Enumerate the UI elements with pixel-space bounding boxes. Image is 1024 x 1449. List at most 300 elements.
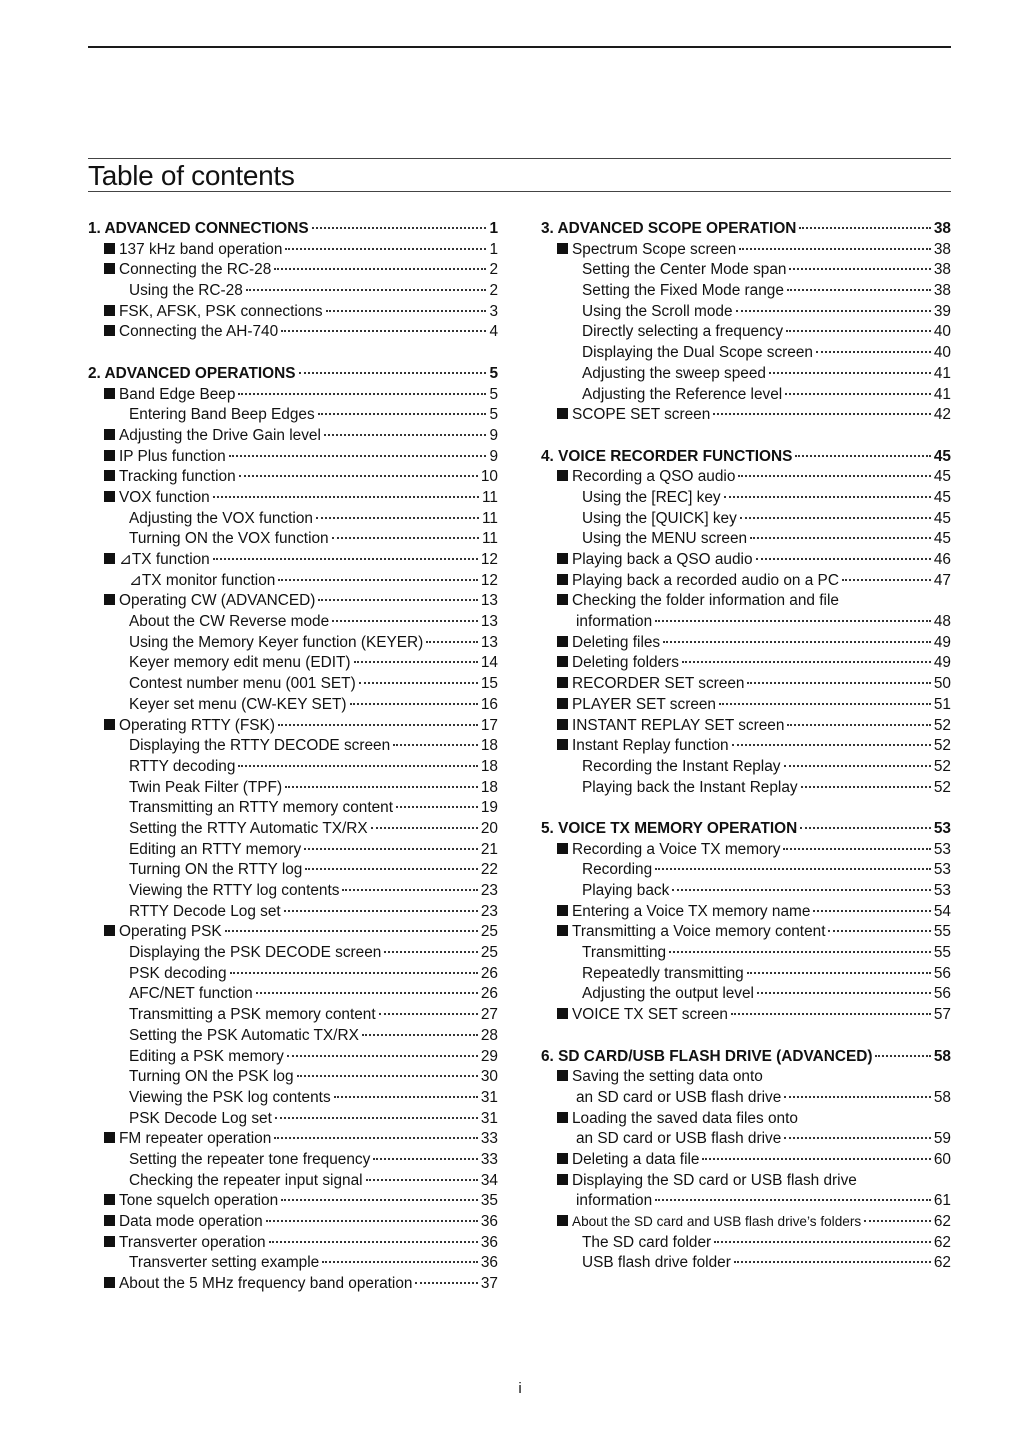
square-bullet-icon <box>557 408 568 419</box>
dot-leader <box>281 1199 478 1201</box>
dot-leader <box>415 1282 477 1284</box>
toc-page-number: 31 <box>480 1109 498 1127</box>
toc-page-number: 20 <box>480 819 498 837</box>
toc-section <box>541 447 951 799</box>
dot-leader <box>747 972 931 974</box>
dot-leader <box>342 889 477 891</box>
toc-entry-label: RECORDER SET screen <box>572 675 745 693</box>
dot-leader <box>756 558 931 560</box>
toc-page-number: 11 <box>482 509 498 527</box>
toc-entry[interactable] <box>541 881 951 902</box>
square-bullet-icon <box>557 843 568 854</box>
toc-entry[interactable] <box>541 281 951 302</box>
toc-page-number: 38 <box>933 220 951 237</box>
toc-entry-label: 6. SD CARD/USB FLASH DRIVE (ADVANCED) <box>541 1047 873 1065</box>
toc-section <box>541 819 951 1026</box>
toc-entry[interactable] <box>541 364 951 385</box>
dot-leader <box>757 992 931 994</box>
toc-entry-label: 137 kHz band operation <box>119 240 283 258</box>
toc-page-number: 23 <box>480 882 498 899</box>
toc-entry[interactable] <box>88 1233 498 1254</box>
toc-page-number: 62 <box>933 1213 951 1230</box>
page-number: i <box>518 1380 522 1397</box>
toc-entry-label: Viewing the RTTY log contents <box>129 882 340 899</box>
toc-entry[interactable] <box>88 1212 498 1233</box>
toc-entry-label: Deleting files <box>572 633 661 651</box>
dot-leader <box>326 310 487 312</box>
toc-page-number: 2 <box>489 282 498 300</box>
toc-entry-label: Turning ON the VOX function <box>129 530 329 548</box>
dot-leader <box>316 517 479 519</box>
toc-page-number: 37 <box>480 1275 498 1293</box>
dot-leader <box>362 1034 478 1036</box>
toc-entry[interactable] <box>88 674 498 695</box>
square-bullet-icon <box>104 1194 115 1205</box>
dot-leader <box>384 951 478 953</box>
toc-page-number: 5 <box>489 406 498 424</box>
toc-entry-label: PLAYER SET screen <box>572 695 716 713</box>
toc-entry-label: an SD card or USB flash drive <box>576 1088 782 1106</box>
square-bullet-icon <box>557 905 568 916</box>
toc-chapter-entry[interactable] <box>541 447 951 468</box>
toc-page-number: 52 <box>933 716 951 734</box>
toc-page-number: 40 <box>933 344 951 362</box>
toc-page-number: 36 <box>480 1254 498 1272</box>
toc-entry[interactable] <box>88 385 498 406</box>
toc-entry[interactable] <box>541 509 951 530</box>
toc-page-number: 56 <box>933 964 951 982</box>
toc-entry[interactable] <box>88 695 498 716</box>
toc-page-number: 50 <box>933 675 951 693</box>
toc-entry-label: Setting the Center Mode span <box>582 261 787 279</box>
dot-leader <box>875 1055 930 1057</box>
toc-entry[interactable] <box>88 1191 498 1212</box>
toc-entry[interactable] <box>88 881 498 902</box>
square-bullet-icon <box>104 243 115 254</box>
toc-page-number: 13 <box>480 592 498 610</box>
toc-entry[interactable] <box>88 778 498 799</box>
dot-leader <box>669 951 931 953</box>
toc-entry-label: Displaying the Dual Scope screen <box>582 344 813 362</box>
toc-entry[interactable] <box>541 1171 951 1192</box>
square-bullet-icon <box>557 594 568 605</box>
square-bullet-icon <box>557 636 568 647</box>
toc-entry[interactable] <box>88 1088 498 1109</box>
toc-page-number: 56 <box>933 985 951 1003</box>
toc-entry-label: Saving the setting data onto <box>572 1068 763 1086</box>
dot-leader <box>655 620 931 622</box>
toc-entry-label: Transmitting <box>582 944 667 962</box>
toc-entry[interactable] <box>541 695 951 716</box>
toc-entry-label: PSK decoding <box>129 964 227 982</box>
toc-page-number: 45 <box>933 509 951 527</box>
toc-entry[interactable] <box>541 633 951 654</box>
toc-entry[interactable] <box>88 757 498 778</box>
toc-entry[interactable] <box>541 1088 951 1109</box>
toc-entry-label: FSK, AFSK, PSK connections <box>119 302 323 320</box>
dot-leader <box>354 661 478 663</box>
page-title: Table of contents <box>88 160 295 191</box>
dot-leader <box>787 724 930 726</box>
toc-entry[interactable] <box>88 798 498 819</box>
toc-entry-label: 5. VOICE TX MEMORY OPERATION <box>541 819 798 837</box>
toc-entry[interactable] <box>541 1253 951 1274</box>
toc-page-number: 2 <box>489 261 498 279</box>
toc-entry[interactable] <box>88 860 498 881</box>
toc-entry[interactable] <box>88 1005 498 1026</box>
toc-section <box>88 364 498 1295</box>
toc-entry-label: Entering a Voice TX memory name <box>572 902 811 920</box>
toc-entry[interactable] <box>541 1191 951 1212</box>
toc-entry-label: Adjusting the sweep speed <box>582 364 766 382</box>
toc-entry[interactable] <box>541 529 951 550</box>
toc-entry[interactable] <box>541 1109 951 1130</box>
toc-entry[interactable] <box>88 943 498 964</box>
toc-entry-label: IP Plus function <box>119 447 226 465</box>
toc-entry[interactable] <box>88 302 498 323</box>
toc-page-number: 52 <box>933 757 951 775</box>
toc-entry[interactable] <box>88 902 498 923</box>
toc-entry-label: PSK Decode Log set <box>129 1109 272 1127</box>
toc-entry[interactable] <box>88 736 498 757</box>
toc-entry[interactable] <box>541 1212 951 1233</box>
dot-leader <box>864 1220 931 1222</box>
toc-entry[interactable] <box>541 1067 951 1088</box>
toc-entry-label: Keyer memory edit menu (EDIT) <box>129 654 351 672</box>
toc-entry-label: Keyer set menu (CW-KEY SET) <box>129 695 347 713</box>
toc-entry[interactable] <box>88 1067 498 1088</box>
toc-entry[interactable] <box>541 778 951 799</box>
dot-leader <box>269 1241 478 1243</box>
toc-entry[interactable] <box>88 447 498 468</box>
dot-leader <box>284 910 478 912</box>
dot-leader <box>842 579 931 581</box>
toc-entry[interactable] <box>88 1047 498 1068</box>
toc-entry[interactable] <box>541 488 951 509</box>
toc-entry-label: 1. ADVANCED CONNECTIONS <box>88 220 309 237</box>
dot-leader <box>285 248 486 250</box>
toc-entry[interactable] <box>541 612 951 633</box>
toc-entry-label: 3. ADVANCED SCOPE OPERATION <box>541 220 797 237</box>
toc-page-number: 55 <box>933 923 951 941</box>
toc-right-column <box>541 219 951 1295</box>
dot-leader <box>225 930 478 932</box>
toc-entry[interactable] <box>541 550 951 571</box>
toc-entry[interactable] <box>541 716 951 737</box>
dot-leader <box>672 889 931 891</box>
dot-leader <box>379 1013 478 1015</box>
toc-entry-label: Adjusting the Drive Gain level <box>119 426 321 444</box>
toc-entry[interactable] <box>541 964 951 985</box>
dot-leader <box>784 765 931 767</box>
toc-entry-label: Deleting folders <box>572 654 679 672</box>
toc-page-number: 38 <box>933 240 951 258</box>
toc-page-number: 23 <box>480 902 498 920</box>
toc-entry[interactable] <box>541 922 951 943</box>
toc-entry[interactable] <box>88 840 498 861</box>
toc-entry-label: RTTY decoding <box>129 757 236 775</box>
toc-entry[interactable] <box>541 984 951 1005</box>
toc-entry[interactable] <box>541 1129 951 1150</box>
toc-entry-label: Using the Memory Keyer function (KEYER) <box>129 633 424 651</box>
dot-leader <box>312 227 487 229</box>
dot-leader <box>238 765 478 767</box>
toc-page-number: 25 <box>480 923 498 941</box>
dot-leader <box>732 744 931 746</box>
dot-leader <box>736 310 931 312</box>
dot-leader <box>655 1199 931 1201</box>
dot-leader <box>396 806 478 808</box>
toc-entry-label: 4. VOICE RECORDER FUNCTIONS <box>541 447 793 465</box>
toc-page-number: 10 <box>480 468 498 486</box>
toc-entry-label: Operating PSK <box>119 923 222 941</box>
toc-page-number: 35 <box>480 1192 498 1210</box>
dot-leader <box>332 620 478 622</box>
toc-entry[interactable] <box>88 509 498 530</box>
toc-page-number: 18 <box>480 778 498 796</box>
toc-entry[interactable] <box>88 1109 498 1130</box>
dot-leader <box>213 558 478 560</box>
dot-leader <box>734 1261 931 1263</box>
toc-entry[interactable] <box>88 612 498 633</box>
dot-leader <box>795 455 930 457</box>
toc-page-number: 39 <box>933 302 951 320</box>
toc-entry[interactable] <box>88 819 498 840</box>
toc-entry[interactable] <box>88 1274 498 1295</box>
toc-entry-label: Data mode operation <box>119 1213 263 1230</box>
dot-leader <box>324 434 487 436</box>
dot-leader <box>229 455 487 457</box>
toc-page-number: 16 <box>480 695 498 713</box>
square-bullet-icon <box>557 553 568 564</box>
toc-chapter-entry[interactable] <box>541 819 951 840</box>
square-bullet-icon <box>104 470 115 481</box>
square-bullet-icon <box>104 1215 115 1226</box>
dot-leader <box>256 992 478 994</box>
toc-page-number: 21 <box>480 840 498 858</box>
toc-entry-label: 2. ADVANCED OPERATIONS <box>88 364 296 382</box>
toc-chapter-entry[interactable] <box>88 219 498 240</box>
toc-entry-label: About the CW Reverse mode <box>129 613 330 631</box>
toc-entry[interactable] <box>541 405 951 426</box>
toc-entry[interactable] <box>541 674 951 695</box>
toc-entry[interactable] <box>541 757 951 778</box>
dot-leader <box>785 393 931 395</box>
dot-leader <box>275 1117 478 1119</box>
toc-entry[interactable] <box>541 840 951 861</box>
square-bullet-icon <box>557 656 568 667</box>
dot-leader <box>783 848 930 850</box>
toc-entry[interactable] <box>541 240 951 261</box>
dot-leader <box>828 930 930 932</box>
title-rule-bottom <box>88 191 951 192</box>
toc-entry[interactable] <box>541 736 951 757</box>
dot-leader <box>350 703 478 705</box>
toc-entry[interactable] <box>541 571 951 592</box>
dot-leader <box>719 703 931 705</box>
toc-entry[interactable] <box>88 1253 498 1274</box>
square-bullet-icon <box>557 470 568 481</box>
toc-entry[interactable] <box>541 467 951 488</box>
toc-entry[interactable] <box>88 529 498 550</box>
toc-entry[interactable] <box>541 322 951 343</box>
toc-entry[interactable] <box>541 260 951 281</box>
toc-entry-label: Displaying the SD card or USB flash drive <box>572 1171 857 1189</box>
toc-page-number: 49 <box>933 654 951 672</box>
toc-entry[interactable] <box>541 302 951 323</box>
dot-leader <box>266 1220 478 1222</box>
toc-page-number: 41 <box>933 364 951 382</box>
toc-page-number: 34 <box>480 1171 498 1189</box>
toc-entry-label: Transmitting an RTTY memory content <box>129 799 394 817</box>
toc-entry[interactable] <box>88 716 498 737</box>
toc-entry[interactable] <box>88 426 498 447</box>
toc-entry-label: Turning ON the RTTY log <box>129 861 303 879</box>
toc-entry[interactable] <box>541 591 951 612</box>
square-bullet-icon <box>557 1008 568 1019</box>
toc-entry[interactable] <box>88 653 498 674</box>
square-bullet-icon <box>557 719 568 730</box>
toc-entry[interactable] <box>88 240 498 261</box>
toc-page-number: 25 <box>480 944 498 962</box>
toc-page-number: 19 <box>480 799 498 817</box>
dot-leader <box>238 393 486 395</box>
toc-entry-label: Viewing the PSK log contents <box>129 1088 331 1106</box>
toc-entry[interactable] <box>541 902 951 923</box>
toc-page-number: 48 <box>933 613 951 631</box>
toc-entry-label: Recording a QSO audio <box>572 468 736 486</box>
toc-page-number: 53 <box>933 882 951 899</box>
toc-entry[interactable] <box>88 591 498 612</box>
toc-entry[interactable] <box>88 467 498 488</box>
toc-entry[interactable] <box>88 1150 498 1171</box>
toc-chapter-entry[interactable] <box>541 1047 951 1068</box>
square-bullet-icon <box>557 1153 568 1164</box>
toc-entry-label: Checking the folder information and file <box>572 592 839 610</box>
dot-leader <box>304 848 478 850</box>
toc-entry[interactable] <box>541 343 951 364</box>
toc-entry[interactable] <box>541 385 951 406</box>
toc-entry-label: Playing back a recorded audio on a PC <box>572 571 839 589</box>
toc-entry-label: INSTANT REPLAY SET screen <box>572 716 785 734</box>
toc-entry-label: Setting the repeater tone frequency <box>129 1150 371 1168</box>
toc-entry[interactable] <box>88 571 498 592</box>
toc-entry[interactable] <box>541 860 951 881</box>
toc-page-number: 18 <box>480 737 498 755</box>
dot-leader <box>299 372 487 374</box>
square-bullet-icon <box>557 243 568 254</box>
toc-entry[interactable] <box>88 633 498 654</box>
toc-page-number: 31 <box>480 1088 498 1106</box>
toc-page-number: 53 <box>933 819 951 837</box>
toc-page-number: 45 <box>933 447 951 465</box>
dot-leader <box>318 413 487 415</box>
toc-entry[interactable] <box>88 322 498 343</box>
toc-entry-label: Checking the repeater input signal <box>129 1171 363 1189</box>
toc-page-number: 46 <box>933 551 951 568</box>
dot-leader <box>322 1261 478 1263</box>
toc-entry[interactable] <box>88 488 498 509</box>
toc-page-number: 60 <box>933 1150 951 1168</box>
toc-chapter-entry[interactable] <box>541 219 951 240</box>
toc-entry[interactable] <box>88 964 498 985</box>
toc-entry-label: Loading the saved data files onto <box>572 1109 798 1127</box>
toc-entry-label: Playing back the Instant Replay <box>582 778 798 796</box>
dot-leader <box>682 661 931 663</box>
toc-entry-label: VOICE TX SET screen <box>572 1006 728 1024</box>
square-bullet-icon <box>104 388 115 399</box>
toc-page-number: 55 <box>933 944 951 962</box>
toc-entry[interactable] <box>88 1026 498 1047</box>
toc-entry[interactable] <box>541 1150 951 1171</box>
dot-leader <box>426 641 478 643</box>
toc-entry[interactable] <box>88 1171 498 1192</box>
toc-page-number: 49 <box>933 633 951 651</box>
toc-page-number: 28 <box>480 1026 498 1044</box>
square-bullet-icon <box>104 594 115 605</box>
title-rule-top <box>88 158 951 159</box>
square-bullet-icon <box>104 553 115 564</box>
toc-entry[interactable] <box>88 922 498 943</box>
toc-entry-label: Entering Band Beep Edges <box>129 406 315 424</box>
toc-entry-label: Connecting the AH-740 <box>119 323 279 341</box>
top-rule <box>88 46 951 48</box>
toc-entry-label: Instant Replay function <box>572 737 729 755</box>
toc-entry[interactable] <box>88 281 498 302</box>
toc-entry[interactable] <box>88 260 498 281</box>
toc-page-number: 58 <box>933 1047 951 1065</box>
toc-entry[interactable] <box>541 1005 951 1026</box>
dot-leader <box>274 1137 478 1139</box>
dot-leader <box>297 1075 478 1077</box>
toc-entry-label: RTTY Decode Log set <box>129 902 281 920</box>
square-bullet-icon <box>104 450 115 461</box>
toc-page-number: 62 <box>933 1233 951 1251</box>
toc-entry[interactable] <box>88 550 498 571</box>
toc-page-number: 33 <box>480 1130 498 1148</box>
dot-leader <box>740 517 931 519</box>
toc-chapter-entry[interactable] <box>88 364 498 385</box>
toc-page-number: 57 <box>933 1006 951 1024</box>
dot-leader <box>769 372 931 374</box>
toc-entry-label: Setting the PSK Automatic TX/RX <box>129 1026 359 1044</box>
toc-entry-label: SCOPE SET screen <box>572 406 711 424</box>
toc-entry-label: FM repeater operation <box>119 1130 272 1148</box>
square-bullet-icon <box>557 1174 568 1185</box>
toc-entry[interactable] <box>88 1129 498 1150</box>
toc-entry[interactable] <box>88 405 498 426</box>
square-bullet-icon <box>104 263 115 274</box>
dot-leader <box>750 537 931 539</box>
toc-entry-label: Displaying the PSK DECODE screen <box>129 944 382 962</box>
toc-entry-label: VOX function <box>119 488 210 506</box>
toc-entry[interactable] <box>541 653 951 674</box>
toc-entry[interactable] <box>541 1233 951 1254</box>
toc-entry[interactable] <box>541 943 951 964</box>
dot-leader <box>318 599 477 601</box>
dot-leader <box>371 827 478 829</box>
toc-entry-label: Playing back <box>582 882 670 899</box>
toc-entry-label: AFC/NET function <box>129 985 253 1003</box>
toc-entry-label: Transmitting a Voice memory content <box>572 923 826 941</box>
toc-entry-label: Connecting the RC-28 <box>119 261 272 279</box>
toc-page-number: 61 <box>933 1192 951 1210</box>
toc-entry[interactable] <box>88 984 498 1005</box>
toc-entry-label: Deleting a data file <box>572 1150 700 1168</box>
toc-page-number: 45 <box>933 468 951 486</box>
dot-leader <box>731 1013 931 1015</box>
dot-leader <box>816 351 931 353</box>
